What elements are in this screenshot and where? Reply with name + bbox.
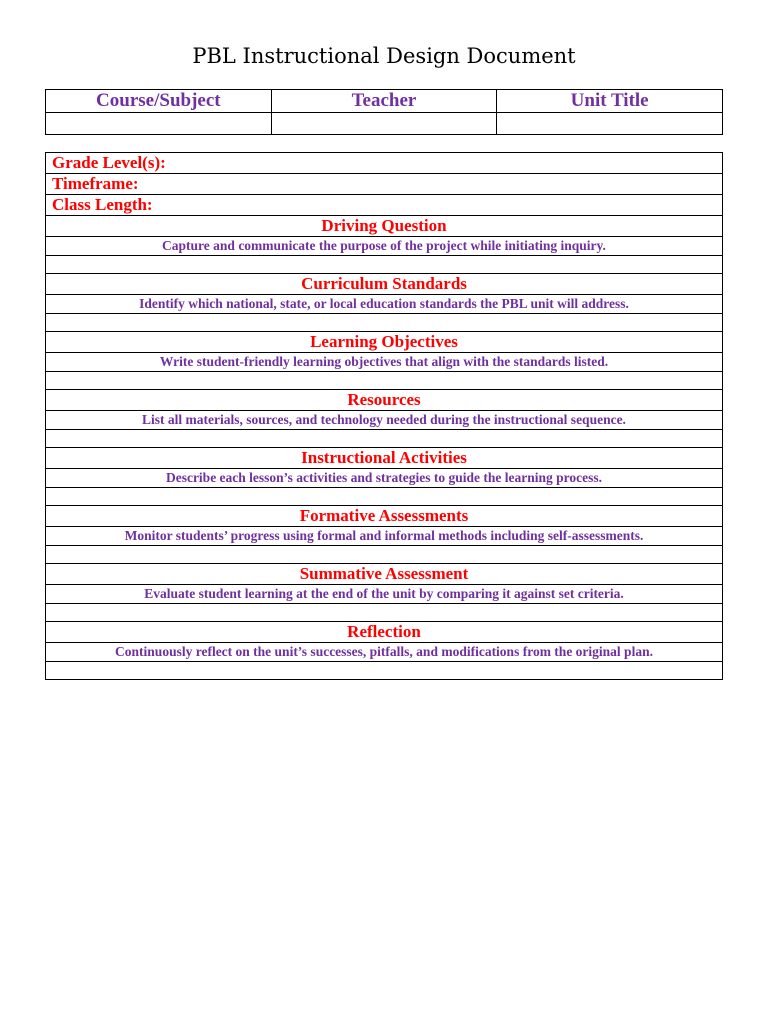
design-table	[45, 152, 723, 680]
section-title: Resources	[46, 390, 723, 411]
section-description: Identify which national, state, or local education standards the PBL unit will address.	[46, 295, 723, 314]
section-entry-field[interactable]	[46, 430, 723, 448]
column-header-teacher: Teacher	[271, 90, 497, 113]
section-entry-field[interactable]	[46, 488, 723, 506]
section-title: Formative Assessments	[46, 506, 723, 527]
section-entry-field[interactable]	[46, 662, 723, 680]
section-title: Instructional Activities	[46, 448, 723, 469]
column-header-unit-title: Unit Title	[497, 90, 723, 113]
course-subject-field[interactable]	[46, 113, 272, 135]
teacher-field[interactable]	[271, 113, 497, 135]
section-entry-field[interactable]	[46, 256, 723, 274]
section-title: Reflection	[46, 622, 723, 643]
class-length-label: Class Length:	[46, 195, 723, 216]
section-title: Summative Assessment	[46, 564, 723, 585]
section-entry-field[interactable]	[46, 372, 723, 390]
section-title: Learning Objectives	[46, 332, 723, 353]
section-description: Capture and communicate the purpose of the project while initiating inquiry.	[46, 237, 723, 256]
section-description: List all materials, sources, and technology needed during the instructional sequence.	[46, 411, 723, 430]
section-entry-field[interactable]	[46, 604, 723, 622]
header-table	[45, 89, 723, 135]
unit-title-field[interactable]	[497, 113, 723, 135]
section-entry-field[interactable]	[46, 314, 723, 332]
document-title: PBL Instructional Design Document	[192, 44, 576, 68]
section-description: Write student-friendly learning objectives that align with the standards listed.	[46, 353, 723, 372]
section-title: Driving Question	[46, 216, 723, 237]
section-title: Curriculum Standards	[46, 274, 723, 295]
section-description: Monitor students’ progress using formal and informal methods including self-assessments.	[46, 527, 723, 546]
timeframe-label: Timeframe:	[46, 174, 723, 195]
column-header-course-subject: Course/Subject	[46, 90, 272, 113]
section-description: Evaluate student learning at the end of the unit by comparing it against set criteria.	[46, 585, 723, 604]
grade-level-label: Grade Level(s):	[46, 153, 723, 174]
section-description: Continuously reflect on the unit’s successes, pitfalls, and modifications from the original plan.	[46, 643, 723, 662]
section-entry-field[interactable]	[46, 546, 723, 564]
section-description: Describe each lesson’s activities and strategies to guide the learning process.	[46, 469, 723, 488]
